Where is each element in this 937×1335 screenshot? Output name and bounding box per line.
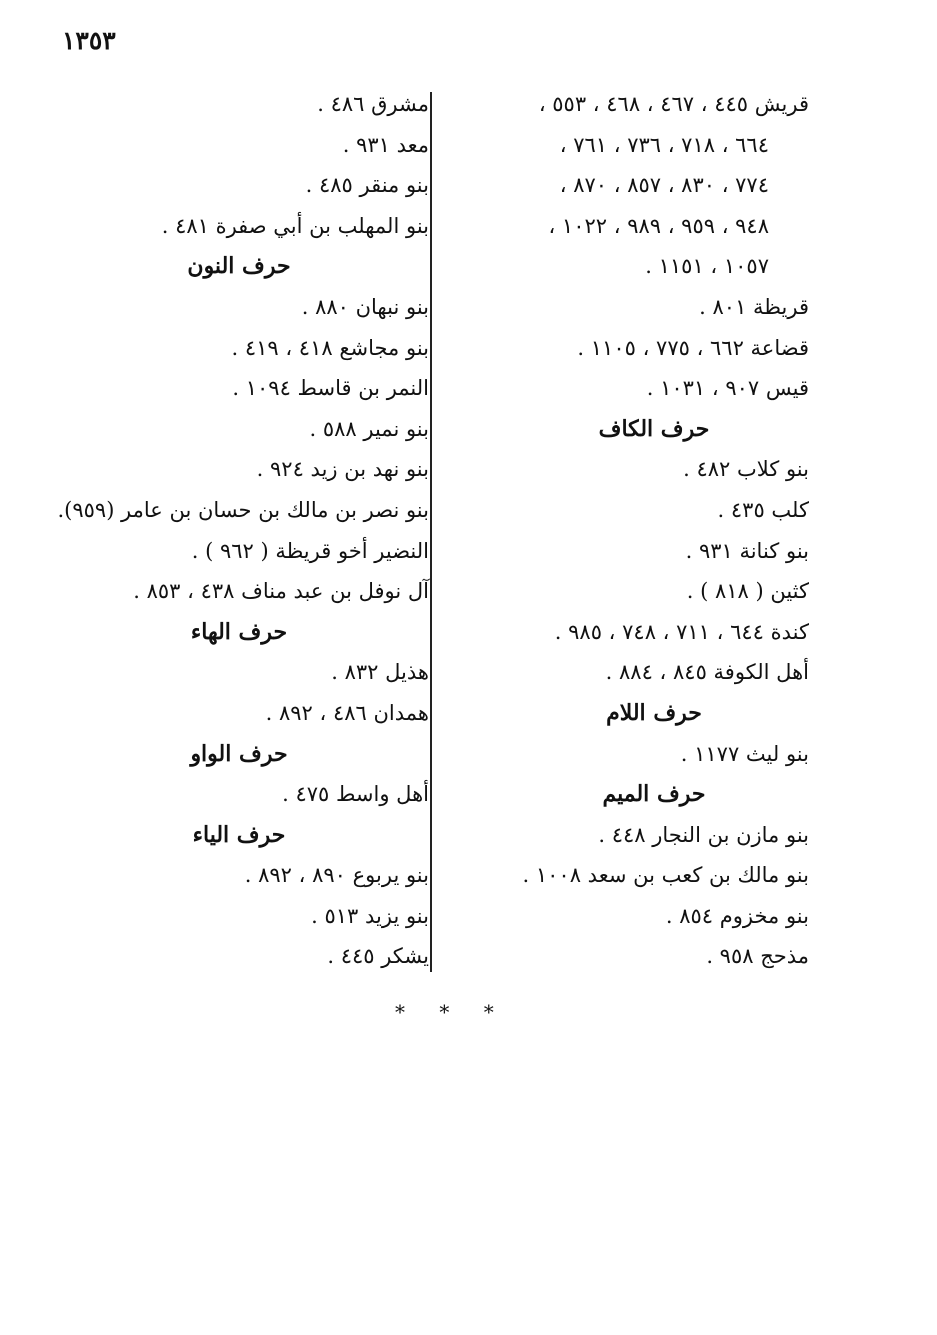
index-entry: بنو مازن بن النجار ٤٤٨ . xyxy=(598,822,809,847)
section-heading: حرف الياء xyxy=(192,821,286,848)
index-entry: النضير أخو قريظة ( ٩٦٢ ) . xyxy=(191,538,429,563)
index-entry: يشكر ٤٤٥ . xyxy=(327,944,429,969)
section-heading: حرف اللام xyxy=(606,699,702,726)
section-heading: حرف الكاف xyxy=(598,415,710,442)
index-entry: معد ٩٣١ . xyxy=(342,132,429,157)
index-entry: بنو يربوع ٨٩٠ ، ٨٩٢ . xyxy=(244,863,429,888)
index-entry: بنو كنانة ٩٣١ . xyxy=(685,538,809,563)
index-entry: أهل الكوفة ٨٤٥ ، ٨٨٤ . xyxy=(605,660,809,685)
index-entry: قضاعة ٦٦٢ ، ٧٧٥ ، ١١٠٥ . xyxy=(577,335,809,360)
section-heading: حرف النون xyxy=(187,253,291,280)
index-entry: بنو ليث ١١٧٧ . xyxy=(680,741,809,766)
index-entry: بنو نبهان ٨٨٠ . xyxy=(301,294,429,319)
page-number: ١٣٥٣ xyxy=(62,26,116,55)
index-entry: هذيل ٨٣٢ . xyxy=(331,660,429,685)
index-entry: بنو مخزوم ٨٥٤ . xyxy=(665,903,809,928)
index-entry: قريظة ٨٠١ . xyxy=(699,294,809,319)
index-entry: بنو منقر ٤٨٥ . xyxy=(305,173,429,198)
index-entry: كثين ( ٨١٨ ) . xyxy=(686,579,809,604)
index-entry: مشرق ٤٨٦ . xyxy=(317,92,429,116)
index-entry: بنو مجاشع ٤١٨ ، ٤١٩ . xyxy=(231,335,429,360)
index-entry: قريش ٤٤٥ ، ٤٦٧ ، ٤٦٨ ، ٥٥٣ ، xyxy=(538,92,809,116)
index-entry: مذحج ٩٥٨ . xyxy=(706,944,809,969)
index-column-right xyxy=(469,84,809,977)
section-heading: حرف الهاء xyxy=(190,618,288,645)
entry-continuation: ٧٧٤ ، ٨٣٠ ، ٨٥٧ ، ٨٧٠ ، xyxy=(559,173,769,198)
index-entry: أهل واسط ٤٧٥ . xyxy=(282,782,429,807)
entry-continuation: ١٠٥٧ ، ١١٥١ . xyxy=(645,254,769,279)
index-entry: بنو يزيد ٥١٣ . xyxy=(311,903,429,928)
index-entry: آل نوفل بن عبد مناف ٤٣٨ ، ٨٥٣ . xyxy=(133,579,429,604)
entry-continuation: ٦٦٤ ، ٧١٨ ، ٧٣٦ ، ٧٦١ ، xyxy=(559,132,769,157)
index-entry: بنو نصر بن مالك بن حسان بن عامر (٩٥٩). xyxy=(57,497,429,522)
end-ornament: * * * xyxy=(395,1000,508,1024)
index-entry: بنو المهلب بن أبي صفرة ٤٨١ . xyxy=(161,213,429,238)
section-heading: حرف الواو xyxy=(190,740,288,767)
index-entry: قيس ٩٠٧ ، ١٠٣١ . xyxy=(646,376,809,401)
index-entry: كلب ٤٣٥ . xyxy=(717,497,809,522)
index-entry: بنو نهد بن زيد ٩٢٤ . xyxy=(256,457,429,482)
index-entry: بنو كلاب ٤٨٢ . xyxy=(683,457,809,482)
column-divider xyxy=(430,92,432,972)
index-entry: كندة ٦٤٤ ، ٧١١ ، ٧٤٨ ، ٩٨٥ . xyxy=(554,619,809,644)
index-column-left xyxy=(9,84,429,977)
index-entry: النمر بن قاسط ١٠٩٤ . xyxy=(232,376,429,401)
section-heading: حرف الميم xyxy=(602,781,706,808)
index-entry: همدان ٤٨٦ ، ٨٩٢ . xyxy=(265,700,429,725)
entry-continuation: ٩٤٨ ، ٩٥٩ ، ٩٨٩ ، ١٠٢٢ ، xyxy=(548,213,769,238)
index-entry: بنو مالك بن كعب بن سعد ١٠٠٨ . xyxy=(522,863,809,888)
index-entry: بنو نمير ٥٨٨ . xyxy=(309,416,429,441)
